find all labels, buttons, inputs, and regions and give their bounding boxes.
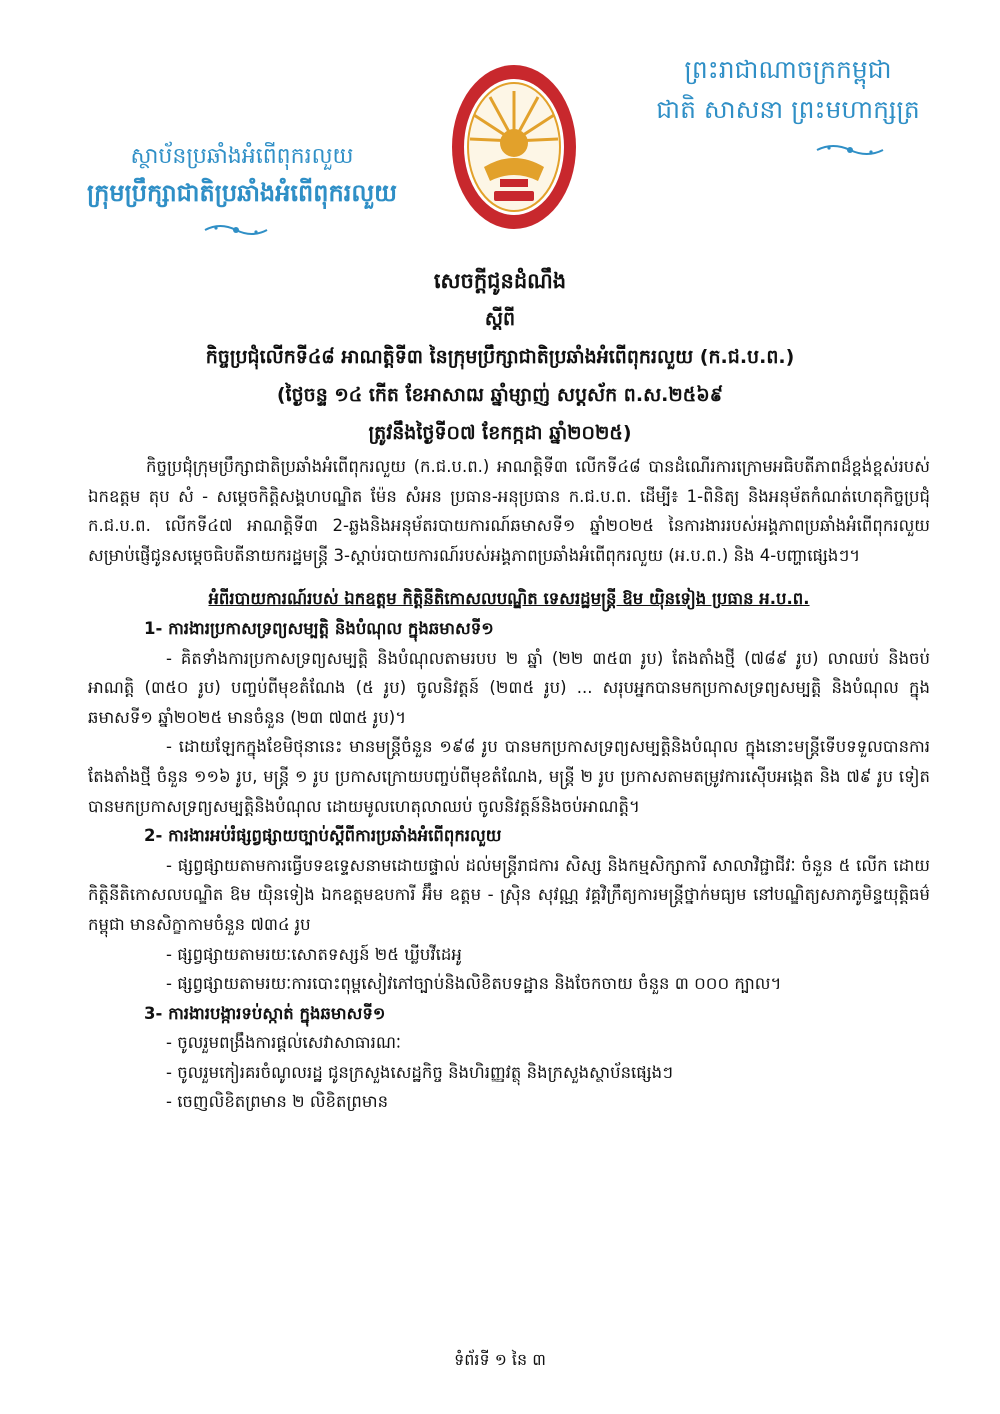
page-number: ទំព័រទី ១ នៃ ៣ — [454, 1350, 546, 1369]
national-motto: ជាតិ សាសនា ព្រះមហាក្សត្រ — [656, 95, 920, 124]
kingdom-name: ព្រះរាជាណាចក្រកម្ពុជា — [684, 55, 892, 84]
council-name: ក្រុមប្រឹក្សាជាតិប្រឆាំងអំពើពុករលួយ — [86, 179, 398, 207]
title-solar-date: ត្រូវនឹងថ្ងៃទី០៧ ខែកក្កដា ឆ្នាំ២០២៥) — [368, 422, 632, 444]
section-1-paragraph: - គិតទាំងការប្រកាសទ្រព្យសម្បត្តិ និងបំណុលតាមរបប ២ ឆ្នាំ (២២ ៣៥៣ រូប) តែងតាំងថ្មី (៧៨៩ រូប) លាឈប់ និងចប់អាណត្តិ (៣៥០ រូប) បញ្ចប់ពីមុខតំណែង (៥ រូប) ចូលនិវត្តន៍ (២៣៥ រូប) ... សរុបអ្នកបានមកប្រកាសទ្រព្យសម្បត្តិ និងបំណុល ក្នុងឆមាសទី១ ឆ្នាំ២០២៥ មានចំនួន (២៣ ៧៣៥ រូប)។ — [88, 648, 930, 727]
section-2-title: 2- ការងារអប់រំផ្សព្វផ្សាយច្បាប់ស្តីពីការប្រឆាំងអំពើពុករលួយ — [144, 826, 502, 846]
ornament-divider-icon — [203, 222, 269, 238]
report-heading: អំពីរបាយការណ៍របស់ ឯកឧត្តម កិត្តិនីតិកោសលបណ្ឌិត ទេសរដ្ឋមន្ត្រី ឱម យ៉ិនទៀង ប្រធាន អ.ប.ព. — [208, 589, 810, 609]
kingdom-header — [638, 50, 938, 130]
document-title — [90, 262, 910, 452]
title-about: ស្តីពី — [484, 308, 516, 330]
institution-name: ស្ថាប័នប្រឆាំងអំពើពុករលួយ — [130, 144, 354, 169]
document-body — [88, 452, 930, 1117]
section-1-title: 1- ការងារប្រកាសទ្រព្យសម្បត្តិ និងបំណុល ក្នុងឆមាសទី១ — [144, 618, 494, 638]
section-2-paragraph: - ផ្សព្វផ្សាយតាមរយៈការបោះពុម្ពសៀវភៅច្បាប់និងលិខិតបទដ្ឋាន និងចែកចាយ ចំនួន ៣ ០០០ ក្បាល។ — [166, 974, 782, 994]
institution-header — [62, 140, 422, 212]
acu-seal-logo-icon — [450, 63, 578, 231]
section-2-paragraph: - ផ្សព្វផ្សាយតាមការធ្វើបទឧទ្ទេសនាមដោយផ្ទាល់ ដល់មន្ត្រីរាជការ សិស្ស និងកម្មសិក្សាការី សាលាវិជ្ជាជីវៈ ចំនួន ៥ លើក ដោយ កិត្តិនីតិកោសលបណ្ឌិត ឱម យ៉ិនទៀង ឯកឧត្តមឧបការី អ៊ឹម ឧត្តម - ស្រ៊ិន សុវណ្ណ វគ្គវិក្រឹត្យការមន្ត្រីថ្នាក់មធ្យម នៅបណ្ឌិត្យសភាភូមិន្ទយុត្តិធម៌កម្ពុជា មានសិក្ខាកាមចំនួន ៧៣៤ រូប — [88, 855, 930, 934]
section-3-item: - ចេញលិខិតព្រមាន ២ លិខិតព្រមាន — [166, 1092, 389, 1112]
section-3-title: 3- ការងារបង្ការទប់ស្កាត់ ក្នុងឆមាសទី១ — [144, 1003, 386, 1023]
section-2-paragraph: - ផ្សព្វផ្សាយតាមរយៈសោតទស្សន៍ ២៥ ឃ្លីបវីដេអូ — [166, 944, 462, 964]
section-3-item: - ចូលរួមកៀរគរចំណូលរដ្ឋ ជូនក្រសួងសេដ្ឋកិច្ច និងហិរញ្ញវត្ថុ និងក្រសួងស្ថាប័នផ្សេងៗ — [166, 1062, 674, 1082]
intro-paragraph: កិច្ចប្រជុំក្រុមប្រឹក្សាជាតិប្រឆាំងអំពើពុករលួយ (ក.ជ.ប.ព.) អាណត្តិទី៣ លើកទី៤៨ បានដំណើរការក្រោមអធិបតីភាពដ៏ខ្ពង់ខ្ពស់របស់ ឯកឧត្តម តុប សំ - សម្តេចកិត្តិសង្គហបណ្ឌិត ម៉ែន សំអន ប្រធាន-អនុប្រធាន ក.ជ.ប.ព. ដើម្បី៖ 1-ពិនិត្យ និងអនុម័តកំណត់ហេតុកិច្ចប្រជុំ ក.ជ.ប.ព. លើកទី៤៧ អាណត្តិទី៣ 2-ឆ្លងនិងអនុម័តរបាយការណ៍ឆមាសទី១ ឆ្នាំ២០២៥ នៃការងាររបស់អង្គភាពប្រឆាំងអំពើពុករលួយ សម្រាប់ផ្ញើជូនសម្តេចធិបតីនាយករដ្ឋមន្ត្រី 3-ស្តាប់របាយការណ៍របស់អង្គភាពប្រឆាំងអំពើពុករលួយ (អ.ប.ព.) និង 4-បញ្ហាផ្សេងៗ។ — [88, 457, 930, 565]
ornament-divider-icon — [815, 142, 885, 158]
section-1-paragraph: - ដោយឡែកក្នុងខែមិថុនានេះ មានមន្ត្រីចំនួន ១៩៨ រូប បានមកប្រកាសទ្រព្យសម្បត្តិនិងបំណុល ក្នុងនោះមន្ត្រីទើបទទួលបានការតែងតាំងថ្មី ចំនួន ១១៦ រូប, មន្ត្រី ១ រូប ប្រកាសក្រោយបញ្ចប់ពីមុខតំណែង, មន្ត្រី ២ រូប ប្រកាសតាមតម្រូវការស៊ើបអង្កេត និង ៧៩ រូប ទៀត បានមកប្រកាសទ្រព្យសម្បត្តិនិងបំណុល ដោយមូលហេតុលាឈប់ ចូលនិវត្តន៍និងចប់អាណត្តិ។ — [88, 737, 930, 816]
title-lunar-date: (ថ្ងៃចន្ទ ១៤ កើត ខែអាសាឍ ឆ្នាំម្សាញ់ សប្តស័ក ព.ស.២៥៦៩ — [276, 384, 724, 406]
title-meeting: កិច្ចប្រជុំលើកទី៤៨ អាណត្តិទី៣ នៃក្រុមប្រឹក្សាជាតិប្រឆាំងអំពើពុករលួយ (ក.ជ.ប.ព.) — [205, 346, 795, 368]
section-3-item: - ចូលរួមពង្រឹងការផ្តល់សេវាសាធារណៈ — [166, 1033, 402, 1053]
title-notice: សេចក្តីជូនដំណឹង — [433, 269, 567, 293]
